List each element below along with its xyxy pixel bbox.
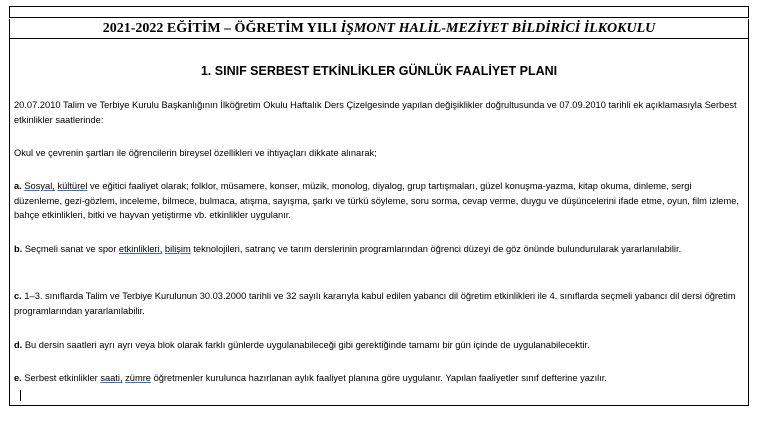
header-school-name: İŞMONT HALİL-MEZİYET BİLDİRİCİ İLKOKULU	[340, 21, 656, 36]
item-b-underline-1: etkinlikleri,	[118, 244, 163, 254]
item-e-paragraph	[14, 371, 742, 386]
item-c-label: c.	[14, 291, 22, 301]
condition-paragraph: Okul ve çevrenin şartları ile öğrencilerin bireysel özellikleri ve ihtiyaçları dikkate alınarak;	[14, 148, 377, 158]
item-c-paragraph	[14, 289, 742, 318]
item-a-underline-2: kültürel	[57, 181, 88, 191]
item-b-label: b.	[14, 244, 23, 254]
document-body[interactable]	[9, 39, 749, 406]
school-header	[9, 19, 749, 39]
item-e-label: e.	[14, 373, 22, 383]
item-d-text: Bu dersin saatleri ayrı ayrı veya blok olarak farklı günlerde uygulanabileceği gibi gerektiğinde tamamı bir gün içinde de uygulanabilecektir.	[22, 340, 590, 350]
item-a-underline-1: Sosyal,	[24, 181, 55, 191]
item-a-label: a.	[14, 181, 22, 191]
item-b-pre: Seçmeli sanat ve spor	[22, 244, 119, 254]
item-a-paragraph	[14, 179, 742, 223]
item-d-paragraph	[14, 338, 742, 353]
item-e-underline-1: saati,	[100, 373, 123, 383]
page-title: 1. SINIF SERBEST ETKİNLİKLER GÜNLÜK FAALİYET PLANI	[200, 64, 558, 78]
item-e-pre: Serbest etkinlikler	[21, 373, 101, 383]
item-b-underline-2: bilişim	[164, 244, 191, 254]
text-cursor-icon	[20, 390, 21, 401]
intro-paragraph: 20.07.2010 Talim ve Terbiye Kurulu Başkanlığının İlköğretim Okulu Haftalık Ders Çizelgesinde yapılan değişiklikler doğrultusunda ve 07.09.2010 tarihli ek açıklamasıyla Serbest etkinlikler saatlerinde:	[14, 100, 737, 125]
item-d-label: d.	[14, 340, 23, 350]
item-a-text: ve eğitici faaliyet olarak; folklor, müsamere, konser, müzik, monolog, diyalog, grup tartışmaları, güzel konuşma-yazma, kitap okuma, dinleme, sergi düzenleme, gezi-gözlem, inceleme, bilmece, bulmaca, atışma, sayışma, şarkı ve türkü söyleme, soru sorma, cevap verme, duygu ve düşüncelerini ifade etme, oyun, film izleme, bahçe etkinlikleri, bitki ve hayvan yetiştirme vb. etkinlikler uygulanır.	[14, 181, 739, 220]
item-b-text: teknolojileri, satranç ve tarım derslerinin programlarından öğrenci düzeyi de göz önünde bulundurularak yararlanılabilir.	[190, 244, 682, 254]
item-e-underline-2: zümre	[125, 373, 151, 383]
header-year: 2021-2022 EĞİTİM – ÖĞRETİM YILI	[102, 21, 341, 36]
item-c-text: 1–3. sınıflarda Talim ve Terbiye Kurulunun 30.03.2000 tarihli ve 32 sayılı kararıyla kabul edilen yabancı dil öğretim etkinlikleri ile 4. sınıflarda seçmeli yabancı dil dersi öğretim programlarından yararlanılabilir.	[14, 291, 736, 316]
item-b-paragraph	[14, 242, 742, 257]
item-e-text: öğretmenler kurulunca hazırlanan aylık faaliyet planına göre uygulanır. Yapılan faaliyetler sınıf defterine yazılır.	[150, 373, 607, 383]
top-border-row	[9, 6, 749, 18]
